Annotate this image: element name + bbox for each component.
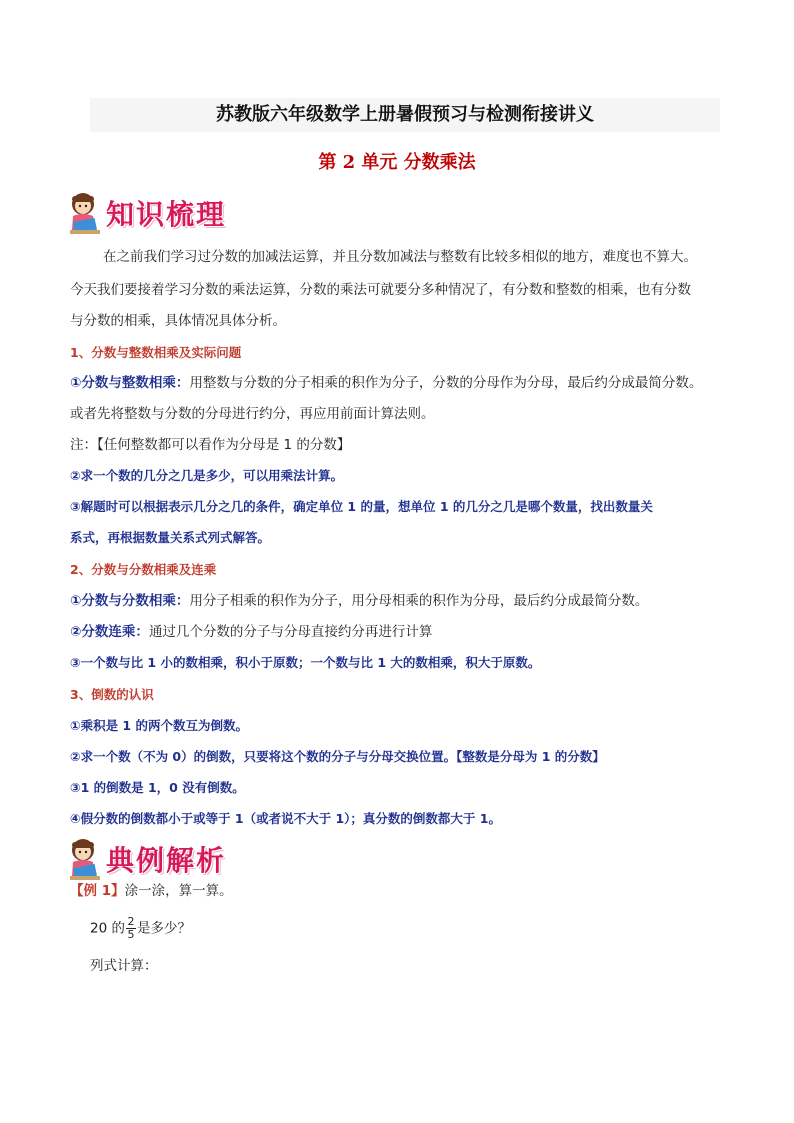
fraction-denominator: 5 <box>127 928 135 941</box>
topic2-item1-text: 用分子相乘的积作为分子，用分母相乘的积作为分母，最后约分成最简分数。 <box>189 593 649 609</box>
fraction-two-fifths <box>126 916 136 941</box>
knowledge-banner-text: 知识梳理 <box>106 198 227 231</box>
intro-line-1: 在之前我们学习过分数的加减法运算，并且分数加减法与整数有比较多相似的地方，难度也不算大。 <box>103 249 697 265</box>
document-title: 苏教版六年级数学上册暑假预习与检测衔接讲义 <box>90 98 720 132</box>
topic2-item3: ③一个数与比 1 小的数相乘，积小于原数；一个数与比 1 大的数相乘，积大于原数。 <box>70 655 541 670</box>
example1-tag: 【例 1】 <box>70 883 125 899</box>
question-prefix: 20 的 <box>90 920 125 937</box>
topic3-item1: ①乘积是 1 的两个数互为倒数。 <box>70 718 248 733</box>
example1-line <box>70 881 233 901</box>
topic2-heading: 2、分数与分数相乘及连乘 <box>70 562 217 577</box>
topic1-heading: 1、分数与整数相乘及实际问题 <box>70 345 242 360</box>
topic1-item3: ③解题时可以根据表示几分之几的条件，确定单位 1 的量，想单位 1 的几分之几是哪个数量，找出数量关 <box>70 499 653 514</box>
intro-line-3: 与分数的相乘，具体情况具体分析。 <box>70 313 286 329</box>
girl-reading-icon <box>66 190 104 236</box>
topic2-item2 <box>70 622 432 642</box>
question-suffix: 是多少？ <box>136 920 191 937</box>
topic2-item1-label: ①分数与分数相乘： <box>70 593 190 609</box>
topic1-item1-label: ①分数与整数相乘： <box>70 375 190 391</box>
topic3-item3: ③1 的倒数是 1，0 没有倒数。 <box>70 780 245 795</box>
example-banner <box>66 836 226 882</box>
example-banner-text: 典例解析 <box>106 844 227 877</box>
topic2-item1 <box>70 591 648 611</box>
topic1-item1-text: 用整数与分数的分子相乘的积作为分子，分数的分母作为分母，最后约分成最简分数。 <box>189 375 703 391</box>
topic2-item2-text: 通过几个分数的分子与分母直接约分再进行计算 <box>148 624 433 640</box>
example1-question <box>90 916 191 941</box>
topic1-item1-cont: 或者先将整数与分数的分母进行约分，再应用前面计算法则。 <box>70 406 435 422</box>
topic2-item2-label: ②分数连乘： <box>70 624 149 640</box>
topic1-item3-cont: 系式，再根据数量关系式列式解答。 <box>70 530 271 545</box>
unit-subtitle: 第 2 单元 分数乘法 <box>318 152 476 173</box>
topic3-item2: ②求一个数（不为 0）的倒数，只要将这个数的分子与分母交换位置。【整数是分母为 1 的分数】 <box>70 749 605 764</box>
topic3-heading: 3、倒数的认识 <box>70 687 154 702</box>
fraction-numerator: 2 <box>127 915 135 928</box>
topic1-item1 <box>70 373 702 393</box>
knowledge-banner <box>66 190 226 236</box>
example1-prompt: 涂一涂，算一算。 <box>124 883 233 899</box>
topic1-item2: ②求一个数的几分之几是多少，可以用乘法计算。 <box>70 468 344 483</box>
topic3-item4: ④假分数的倒数都小于或等于 1（或者说不大于 1）；真分数的倒数都大于 1。 <box>70 811 501 826</box>
calc-label: 列式计算： <box>90 958 158 974</box>
intro-line-2: 今天我们要接着学习分数的乘法运算，分数的乘法可就要分多种情况了，有分数和整数的相乘，也有分数 <box>70 282 691 298</box>
girl-reading-icon <box>66 836 104 882</box>
topic1-note: 注：【任何整数都可以看作为分母是 1 的分数】 <box>70 437 351 453</box>
